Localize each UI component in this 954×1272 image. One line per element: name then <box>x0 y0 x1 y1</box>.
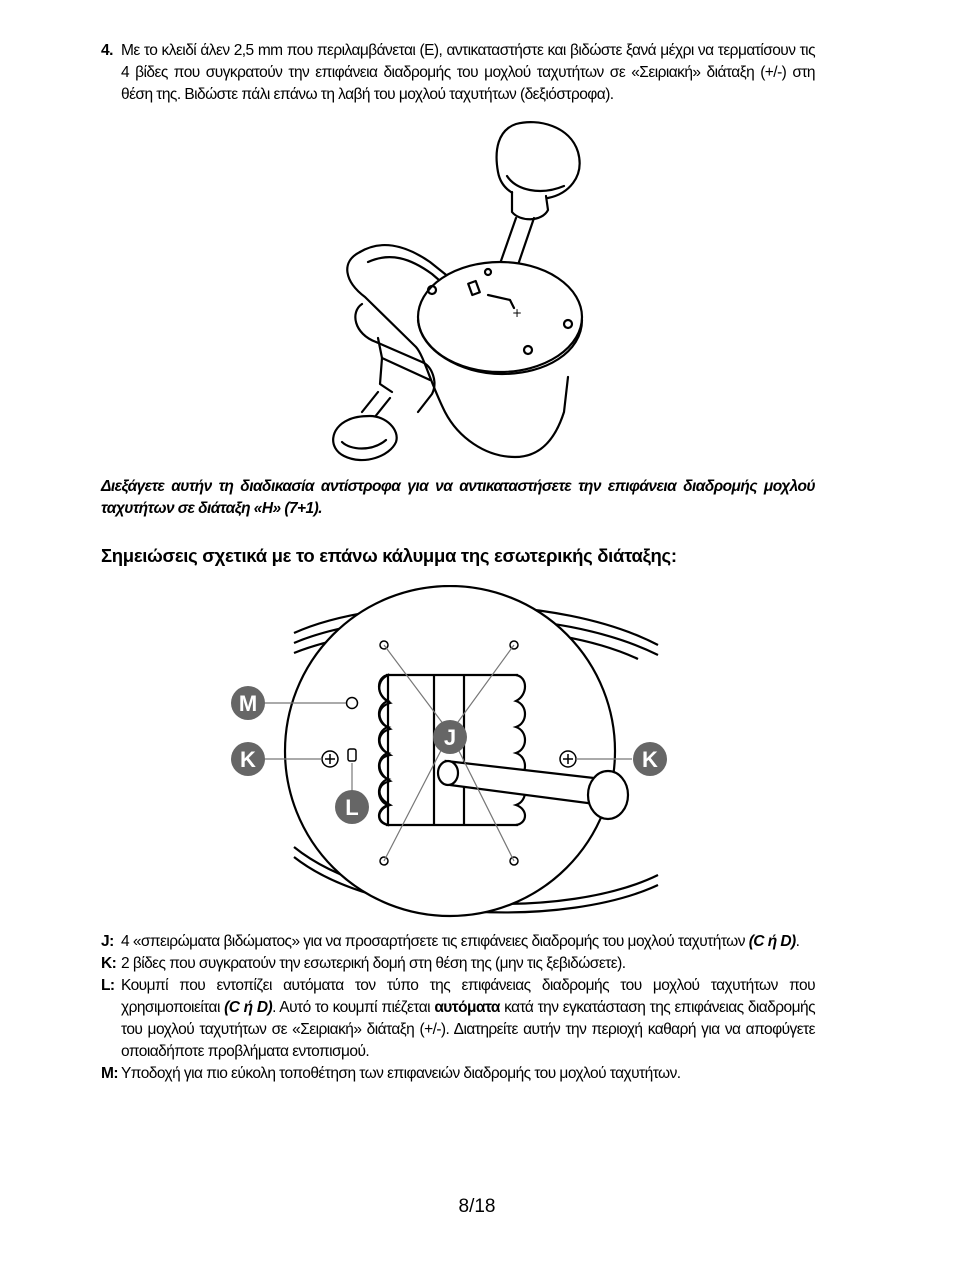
note-strong: αυτόματα <box>434 999 500 1016</box>
note-text: Υποδοχή για πιο εύκολη τοποθέτηση των επιφανειών διαδρομής του μοχλού ταχυτήτων. <box>121 1065 681 1082</box>
badge-k-left <box>231 742 265 776</box>
badge-m <box>231 686 265 720</box>
step-number: 4. <box>101 42 113 59</box>
badge-l <box>335 790 369 824</box>
note-label: M: <box>101 1065 118 1082</box>
notes-list <box>101 931 815 1085</box>
note-text-mid: . Αυτό το κουμπί πιέζεται <box>272 999 435 1016</box>
badge-k-right-label: K <box>642 747 658 772</box>
note-text: 4 «σπειρώματα βιδώματος» για να προσαρτήσετε τις επιφάνειες διαδρομής του μοχλού ταχυτήτων <box>121 933 749 950</box>
badge-j-label: J <box>443 725 457 750</box>
svg-text:+: + <box>512 306 523 320</box>
note-m <box>101 1063 815 1085</box>
note-label: L: <box>101 977 115 994</box>
internal-cover-diagram <box>228 585 708 920</box>
shifter-illustration <box>320 112 590 472</box>
page-number: 8/18 <box>458 1196 496 1217</box>
reverse-procedure-note: Διεξάγετε αυτήν τη διαδικασία αντίστροφα για να αντικαταστήσετε την επιφάνεια διαδρομής μοχλού ταχυτήτων σε διάταξη «H» (7+1). <box>101 478 815 517</box>
note-text-end: . <box>795 933 800 950</box>
badge-k-left-label: K <box>240 747 256 772</box>
note-label: J: <box>101 933 114 950</box>
badge-k-right <box>633 742 667 776</box>
note-text: Κουμπί που εντοπίζει αυτόματα τον τύπο της επιφάνειας διαδρομής του μοχλού ταχυτήτων που χρησιμοποιείται <box>121 977 815 1016</box>
note-text: 2 βίδες που συγκρατούν την εσωτερική δομή στη θέση της (μην τις ξεβιδώσετε). <box>121 955 626 972</box>
step-text: Με το κλειδί άλεν 2,5 mm που περιλαμβάνεται (E), αντικαταστήστε και βιδώστε ξανά μέχρι να τερματίσουν τις 4 βίδες που συγκρατούν την επιφάνεια διαδρομής του μοχλού ταχυτήτων σε «Σειριακή» διάταξη (+/-) στη θέση της. Βιδώστε πάλι επάνω τη λαβή του μοχλού ταχυτήτων (δεξιόστροφα). <box>121 42 815 103</box>
badge-m-label: M <box>238 691 258 716</box>
note-label: K: <box>101 955 117 972</box>
badge-l-label: L <box>345 795 359 820</box>
note-j <box>101 931 815 953</box>
note-text-end: κατά την εγκατάσταση της επιφάνειας διαδρομής του μοχλού ταχυτήτων σε «Σειριακή» διάταξη (+/-). Διατηρείτε αυτήν την περιοχή καθαρή για να αποφύγετε οποιαδήποτε προβλήματα εντοπισμού. <box>121 999 815 1060</box>
note-emphasis: (C ή D) <box>748 933 796 950</box>
note-emphasis: (C ή D) <box>224 999 273 1016</box>
step-4 <box>101 40 815 106</box>
section-heading: Σημειώσεις σχετικά με το επάνω κάλυμμα της εσωτερικής διάταξης: <box>101 545 677 566</box>
badge-j <box>433 720 467 754</box>
note-l <box>101 975 815 1063</box>
note-k <box>101 953 815 975</box>
